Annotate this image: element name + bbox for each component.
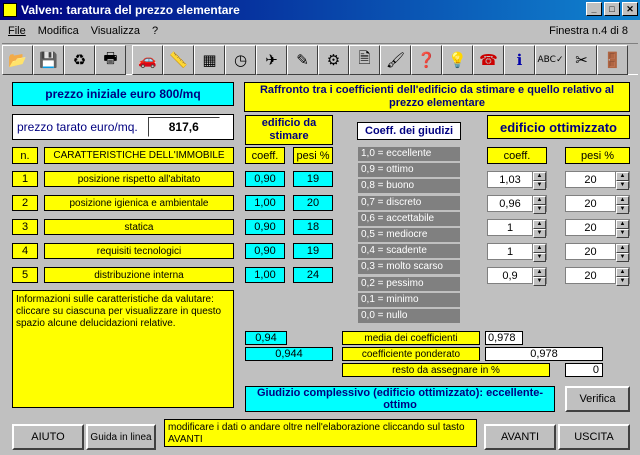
guida-button[interactable]: Guida in linea <box>86 424 156 450</box>
spinner-arrows[interactable] <box>532 196 546 211</box>
giudizi-header: Coeff. dei giudizi <box>357 122 461 140</box>
stimare-coeff-value: 0,90 <box>245 171 285 187</box>
page-indicator: Finestra n.4 di 8 <box>549 25 628 37</box>
characteristic-item[interactable]: posizione igienica e ambientale <box>44 195 234 211</box>
stimare-peso-value: 24 <box>293 267 333 283</box>
ottimizzato-header: edificio ottimizzato <box>487 115 630 139</box>
media-coefficienti-value: 0,978 <box>485 331 523 345</box>
spin-down-icon[interactable]: ▼ <box>533 277 546 286</box>
spin-up-icon[interactable]: ▲ <box>533 220 546 229</box>
calculator-icon[interactable]: ▦ <box>194 45 225 75</box>
ottimizzato-coeff-spinner-value[interactable]: 0,9 <box>502 269 518 282</box>
spinner-arrows[interactable] <box>615 172 629 187</box>
prezzo-tarato-label: prezzo tarato euro/mq. <box>17 120 138 134</box>
spinner-arrows[interactable] <box>615 244 629 259</box>
ottimizzato-peso-spinner-value[interactable]: 20 <box>584 173 597 186</box>
spinner-arrows[interactable] <box>615 196 629 211</box>
spin-up-icon[interactable]: ▲ <box>616 244 629 253</box>
exit-door-icon[interactable]: 🚪 <box>597 45 628 75</box>
coefficiente-ponderato-label: coefficiente ponderato <box>342 347 480 361</box>
brush-icon[interactable]: 🖌 <box>380 45 411 75</box>
giudizio-complessivo: Giudizio complessivo (edificio ottimizzato): eccellente-ottimo <box>245 386 555 412</box>
gear-icon[interactable]: ⚙ <box>318 45 349 75</box>
stimare-pesi-header: pesi % <box>293 147 333 164</box>
ottimizzato-peso-spinner[interactable] <box>565 219 630 236</box>
spin-up-icon[interactable]: ▲ <box>533 268 546 277</box>
prezzo-iniziale-label: prezzo iniziale euro 800/mq <box>12 82 234 106</box>
ruler-icon[interactable]: 📏 <box>163 45 194 75</box>
clock-icon[interactable]: ◷ <box>225 45 256 75</box>
giudizio-item: 0,2 = pessimo <box>357 276 461 292</box>
giudizio-item: 1,0 = eccellente <box>357 146 461 162</box>
media-coefficienti-label: media dei coefficienti <box>342 331 480 345</box>
ottimizzato-coeff-spinner[interactable] <box>487 243 547 260</box>
prezzo-tarato-panel <box>12 114 234 140</box>
spinner-arrows[interactable] <box>532 244 546 259</box>
ottimizzato-coeff-spinner[interactable] <box>487 219 547 236</box>
caratteristiche-header: CARATTERISTICHE DELL'IMMOBILE <box>44 147 234 164</box>
spinner-arrows[interactable] <box>532 172 546 187</box>
row-number[interactable]: 2 <box>12 195 38 211</box>
spin-down-icon[interactable]: ▼ <box>616 181 629 190</box>
spin-up-icon[interactable]: ▲ <box>616 220 629 229</box>
spin-down-icon[interactable]: ▼ <box>533 253 546 262</box>
ottimizzato-peso-spinner-value[interactable]: 20 <box>584 221 597 234</box>
window-title: Valven: taratura del prezzo elementare <box>21 3 240 17</box>
menu-bar <box>0 20 640 42</box>
ottimizzato-coeff-header: coeff. <box>487 147 547 164</box>
stimare-peso-value: 19 <box>293 171 333 187</box>
spin-down-icon[interactable]: ▼ <box>616 205 629 214</box>
giudizio-item: 0,3 = molto scarso <box>357 259 461 275</box>
menu-file[interactable]: File <box>8 25 26 37</box>
stimare-coeff-value: 1,00 <box>245 267 285 283</box>
spin-up-icon[interactable]: ▲ <box>616 172 629 181</box>
raffronto-header: Raffronto tra i coefficienti dell'edificio da stimare e quello relativo al prezzo elementare <box>244 82 630 112</box>
help-icon[interactable]: ❓ <box>411 45 442 75</box>
spin-up-icon[interactable]: ▲ <box>533 172 546 181</box>
stimare-peso-value: 20 <box>293 195 333 211</box>
spinner-arrows[interactable] <box>532 268 546 283</box>
spin-up-icon[interactable]: ▲ <box>533 196 546 205</box>
spin-down-icon[interactable]: ▼ <box>616 229 629 238</box>
stimare-coeff-value: 0,90 <box>245 243 285 259</box>
spin-up-icon[interactable]: ▲ <box>616 268 629 277</box>
resto-value: 0 <box>565 363 603 377</box>
prezzo-tarato-value: 817,6 <box>148 117 220 137</box>
characteristic-item[interactable]: distribuzione interna <box>44 267 234 283</box>
app-icon <box>3 3 17 17</box>
notepad-icon[interactable]: ✎ <box>287 45 318 75</box>
spin-up-icon[interactable]: ▲ <box>533 244 546 253</box>
stimare-peso-value: 19 <box>293 243 333 259</box>
minimize-button[interactable]: _ <box>586 2 602 16</box>
stimare-peso-value: 18 <box>293 219 333 235</box>
row-number[interactable]: 5 <box>12 267 38 283</box>
open-folder-icon[interactable]: 📂 <box>2 45 33 75</box>
stimare-media-value: 0,94 <box>245 331 287 345</box>
printer-icon[interactable]: 🖶 <box>95 45 126 75</box>
uscita-button[interactable]: USCITA <box>558 424 630 450</box>
info-panel: Informazioni sulle caratteristiche da valutare: cliccare su ciascuna per visualizzare in questo spazio alcune delucidazioni relative. <box>12 290 234 408</box>
row-number[interactable]: 4 <box>12 243 38 259</box>
ottimizzato-coeff-spinner-value[interactable]: 0,96 <box>499 197 521 210</box>
lightbulb-icon[interactable]: 💡 <box>442 45 473 75</box>
ottimizzato-coeff-spinner-value[interactable]: 1 <box>506 245 514 258</box>
menu-help[interactable]: ? <box>152 25 159 37</box>
aiuto-button[interactable]: AIUTO <box>12 424 84 450</box>
giudizio-item: 0,4 = scadente <box>357 243 461 259</box>
telephone-icon[interactable]: ☎ <box>473 45 504 75</box>
row-number[interactable]: 3 <box>12 219 38 235</box>
verifica-button[interactable]: Verifica <box>565 386 630 412</box>
spinner-arrows[interactable] <box>615 268 629 283</box>
ottimizzato-coeff-spinner-value[interactable]: 1,03 <box>499 173 521 186</box>
status-message: modificare i dati o andare oltre nell'elaborazione cliccando sul tasto AVANTI <box>164 419 477 447</box>
ottimizzato-peso-spinner-value[interactable]: 20 <box>584 245 597 258</box>
ottimizzato-coeff-spinner[interactable] <box>487 171 547 188</box>
characteristic-item[interactable]: requisiti tecnologici <box>44 243 234 259</box>
giudizio-item: 0,6 = accettabile <box>357 211 461 227</box>
giudizio-item: 0,8 = buono <box>357 178 461 194</box>
spin-down-icon[interactable]: ▼ <box>533 229 546 238</box>
spin-down-icon[interactable]: ▼ <box>533 181 546 190</box>
row-number[interactable]: 1 <box>12 171 38 187</box>
stimare-coeff-value: 0,90 <box>245 219 285 235</box>
giudizio-item: 0,5 = mediocre <box>357 227 461 243</box>
spin-down-icon[interactable]: ▼ <box>616 277 629 286</box>
ottimizzato-peso-spinner-value[interactable]: 20 <box>584 197 597 210</box>
ottimizzato-peso-spinner[interactable] <box>565 243 630 260</box>
ottimizzato-coeff-spinner-value[interactable]: 1 <box>506 221 514 234</box>
spin-up-icon[interactable]: ▲ <box>616 196 629 205</box>
document-icon[interactable]: 🗎 <box>349 45 380 75</box>
ottimizzato-peso-spinner[interactable] <box>565 171 630 188</box>
spellcheck-icon[interactable]: ABC✓ <box>535 45 566 75</box>
ottimizzato-peso-spinner-value[interactable]: 20 <box>584 269 597 282</box>
close-button[interactable]: ✕ <box>622 2 638 16</box>
info-icon[interactable]: ℹ <box>504 45 535 75</box>
avanti-button[interactable]: AVANTI <box>484 424 556 450</box>
ottimizzato-pesi-header: pesi % <box>565 147 630 164</box>
n-header: n. <box>12 147 38 164</box>
scissors-icon[interactable]: ✂ <box>566 45 597 75</box>
giudizio-item: 0,7 = discreto <box>357 195 461 211</box>
title-bar <box>0 0 640 20</box>
ottimizzato-peso-spinner[interactable] <box>565 267 630 284</box>
ottimizzato-peso-spinner[interactable] <box>565 195 630 212</box>
ottimizzato-coeff-spinner[interactable] <box>487 267 547 284</box>
stimare-coeff-header: coeff. <box>245 147 285 164</box>
giudizio-item: 0,0 = nullo <box>357 308 461 324</box>
spinner-arrows[interactable] <box>615 220 629 235</box>
spin-down-icon[interactable]: ▼ <box>616 253 629 262</box>
maximize-button[interactable]: □ <box>604 2 620 16</box>
ottimizzato-coeff-spinner[interactable] <box>487 195 547 212</box>
spin-down-icon[interactable]: ▼ <box>533 205 546 214</box>
giudizio-item: 0,1 = minimo <box>357 292 461 308</box>
stimare-coeff-value: 1,00 <box>245 195 285 211</box>
menu-visualizza[interactable]: Visualizza <box>90 25 141 37</box>
resto-label: resto da assegnare in % <box>342 363 550 377</box>
toolbar <box>2 43 638 75</box>
satellite-icon[interactable]: ✈ <box>256 45 287 75</box>
characteristic-item[interactable]: statica <box>44 219 234 235</box>
giudizio-item: 0,9 = ottimo <box>357 162 461 178</box>
spinner-arrows[interactable] <box>532 220 546 235</box>
coefficiente-ponderato-value: 0,978 <box>485 347 603 361</box>
save-disk-icon[interactable]: 💾 <box>33 45 64 75</box>
menu-modifica[interactable]: Modifica <box>37 25 79 37</box>
stimare-ponderato-value: 0,944 <box>245 347 333 361</box>
recycle-icon[interactable]: ♻ <box>64 45 95 75</box>
car-icon[interactable]: 🚗 <box>132 45 163 75</box>
stimare-header: edificio da stimare <box>245 115 333 145</box>
characteristic-item[interactable]: posizione rispetto all'abitato <box>44 171 234 187</box>
